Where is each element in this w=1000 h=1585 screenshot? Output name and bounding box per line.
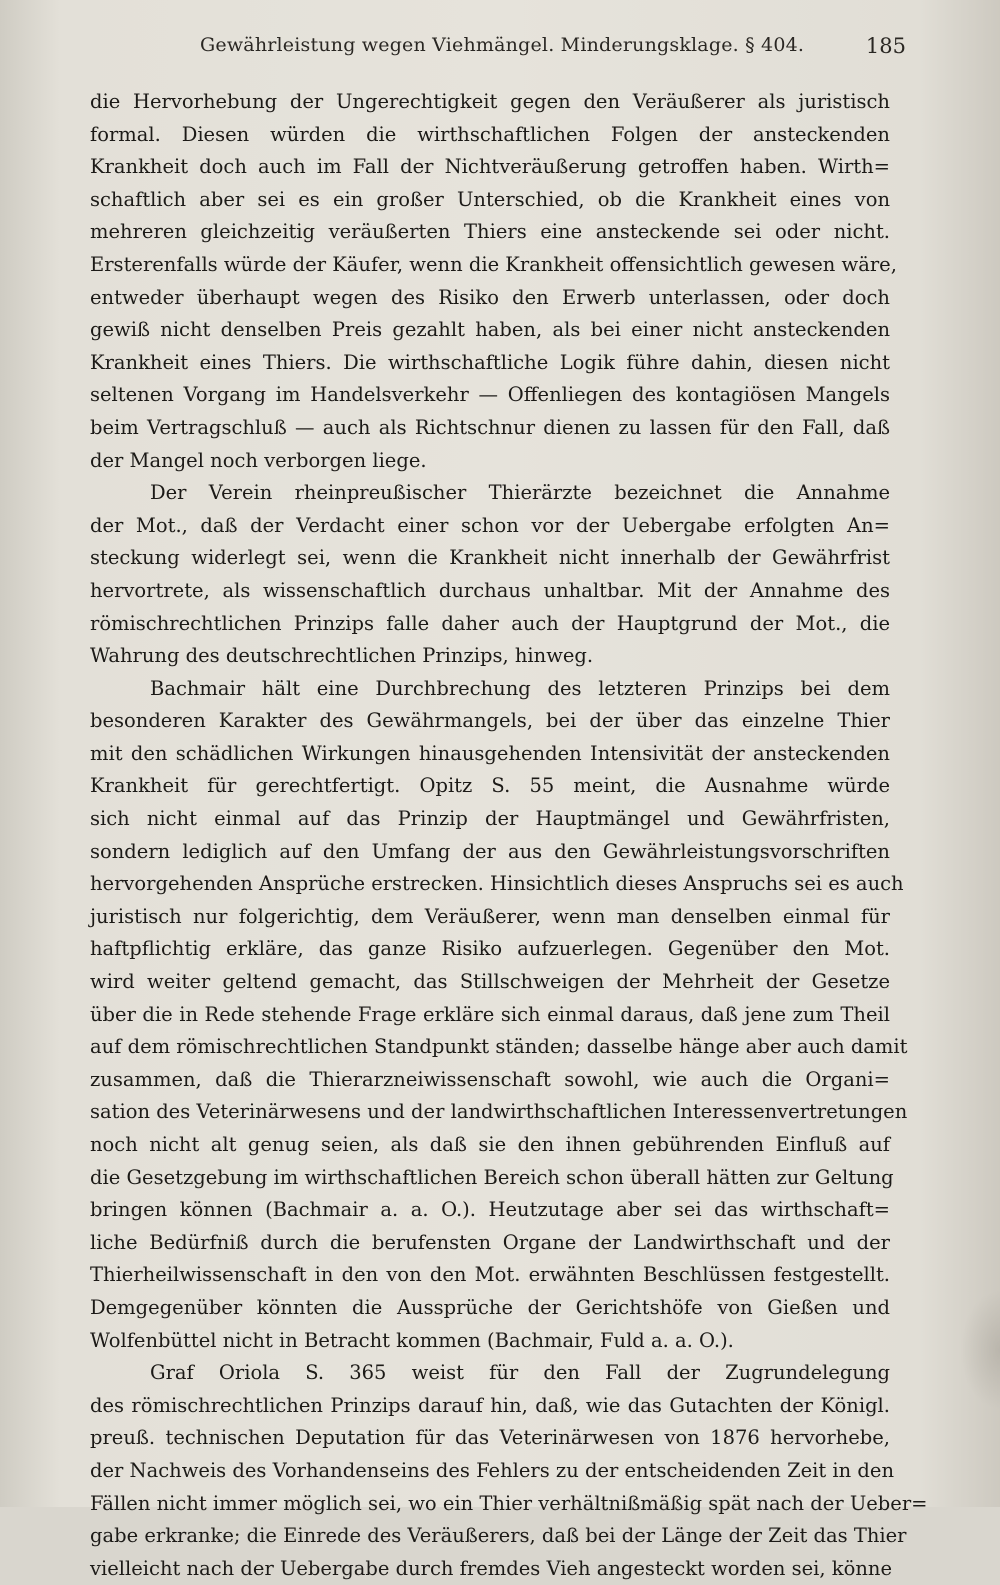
text-line: Wahrung des deutschrechtlichen Prinzips, hinweg. xyxy=(90,644,594,668)
text-line: juristisch nur folgerichtig, dem Veräußerer, wenn man denselben einmal für xyxy=(90,904,890,928)
text-line: entweder überhaupt wegen des Risiko den Erwerb unterlassen, oder doch xyxy=(90,285,890,309)
text-line: Krankheit für gerechtfertigt. Opitz S. 55 meint, die Ausnahme würde xyxy=(90,774,890,798)
text-line: die Gesetzgebung im wirthschaftlichen Bereich schon überall hätten zur Geltung xyxy=(90,1165,894,1189)
text-line: zusammen, daß die Thierarzneiwissenschaft sowohl, wie auch die Organi= xyxy=(90,1067,890,1091)
text-line: des römischrechtlichen Prinzips darauf hin, daß, wie das Gutachten der Königl. xyxy=(90,1393,890,1417)
page-number: 185 xyxy=(865,34,906,58)
text-line: sondern lediglich auf den Umfang der aus den Gewährleistungsvorschriften xyxy=(90,839,890,863)
text-line: Der Verein rheinpreußischer Thierärzte bezeichnet die Annahme xyxy=(150,481,890,505)
text-line: Krankheit eines Thiers. Die wirthschaftliche Logik führe dahin, diesen nicht xyxy=(90,350,890,374)
text-line: preuß. technischen Deputation für das Veterinärwesen von 1876 hervorhebe, xyxy=(90,1426,890,1450)
text-line: hervortrete, als wissenschaftlich durchaus unhaltbar. Mit der Annahme des xyxy=(90,578,890,602)
text-line: der Mot., daß der Verdacht einer schon vor der Uebergabe erfolgten An= xyxy=(90,513,890,537)
text-line: die Hervorhebung der Ungerechtigkeit gegen den Veräußerer als juristisch xyxy=(90,90,890,113)
text-line: seltenen Vorgang im Handelsverkehr — Offenliegen des kontagiösen Mangels xyxy=(90,383,890,407)
text-line: Ersterenfalls würde der Käufer, wenn die Krankheit offensichtlich gewesen wäre, xyxy=(90,252,897,276)
text-line: mehreren gleichzeitig veräußerten Thiers eine ansteckende sei oder nicht. xyxy=(90,220,890,244)
text-line: formal. Diesen würden die wirthschaftlichen Folgen der ansteckenden xyxy=(90,122,890,146)
text-line: steckung widerlegt sei, wenn die Krankheit nicht innerhalb der Gewährfrist xyxy=(90,546,890,570)
text-line: römischrechtlichen Prinzips falle daher auch der Hauptgrund der Mot., die xyxy=(90,611,890,635)
text-line: Graf Oriola S. 365 weist für den Fall der Zugrundelegung xyxy=(150,1361,890,1385)
text-line: besonderen Karakter des Gewährmangels, bei der über das einzelne Thier xyxy=(90,709,890,733)
text-line: noch nicht alt genug seien, als daß sie den ihnen gebührenden Einfluß auf xyxy=(90,1133,890,1156)
text-line: Bachmair hält eine Durchbrechung des letzteren Prinzips bei dem xyxy=(150,676,890,700)
text-line: wird weiter geltend gemacht, das Stillschweigen der Mehrheit der Gesetze xyxy=(90,970,890,994)
running-title: Gewährleistung wegen Viehmängel. Minderungsklage. § 404. xyxy=(200,34,805,56)
text-line: über die in Rede stehende Frage erkläre sich einmal daraus, daß jene zum Theil xyxy=(90,1002,890,1026)
page-edge-smudge xyxy=(960,1290,1000,1410)
text-line: Wolfenbüttel nicht in Betracht kommen (Bachmair, Fuld a. a. O.). xyxy=(90,1328,734,1352)
text-line: Demgegenüber könnten die Aussprüche der Gerichtshöfe von Gießen und xyxy=(90,1295,890,1319)
text-line: liche Bedürfniß durch die berufensten Organe der Landwirthschaft und der xyxy=(90,1230,890,1254)
text-line: vielleicht nach der Uebergabe durch fremdes Vieh angesteckt worden sei, könne xyxy=(90,1556,893,1580)
text-line: der Mangel noch verborgen liege. xyxy=(90,448,427,472)
text-line: beim Vertragschluß — auch als Richtschnur dienen zu lassen für den Fall, daß xyxy=(90,415,890,439)
text-line: sation des Veterinärwesens und der landwirthschaftlichen Interessenvertretungen xyxy=(90,1100,908,1124)
body-text xyxy=(90,86,928,1585)
text-line: gewiß nicht denselben Preis gezahlt haben, als bei einer nicht ansteckenden xyxy=(90,318,890,342)
text-line: Fällen nicht immer möglich sei, wo ein Thier verhältnißmäßig spät nach der Ueber= xyxy=(90,1491,928,1515)
text-line: mit den schädlichen Wirkungen hinausgehenden Intensivität der ansteckenden xyxy=(90,741,890,765)
text-line: der Nachweis des Vorhandenseins des Fehlers zu der entscheidenden Zeit in den xyxy=(90,1458,895,1482)
text-line: Krankheit doch auch im Fall der Nichtveräußerung getroffen haben. Wirth= xyxy=(90,155,890,179)
text-line: haftpflichtig erkläre, das ganze Risiko aufzuerlegen. Gegenüber den Mot. xyxy=(90,937,890,961)
text-line: auf dem römischrechtlichen Standpunkt ständen; dasselbe hänge aber auch damit xyxy=(90,1035,908,1059)
text-line: Thierheilwissenschaft in den von den Mot. erwähnten Beschlüssen festgestellt. xyxy=(90,1263,890,1287)
text-line: hervorgehenden Ansprüche erstrecken. Hinsichtlich dieses Anspruchs sei es auch xyxy=(90,872,904,896)
running-header xyxy=(200,34,906,62)
text-line: gabe erkranke; die Einrede des Veräußerers, daß bei der Länge der Zeit das Thier xyxy=(90,1524,907,1548)
text-line: bringen können (Bachmair a. a. O.). Heutzutage aber sei das wirthschaft= xyxy=(90,1198,890,1222)
text-line: sich nicht einmal auf das Prinzip der Hauptmängel und Gewährfristen, xyxy=(90,807,890,831)
text-line: schaftlich aber sei es ein großer Unterschied, ob die Krankheit eines von xyxy=(90,187,890,211)
